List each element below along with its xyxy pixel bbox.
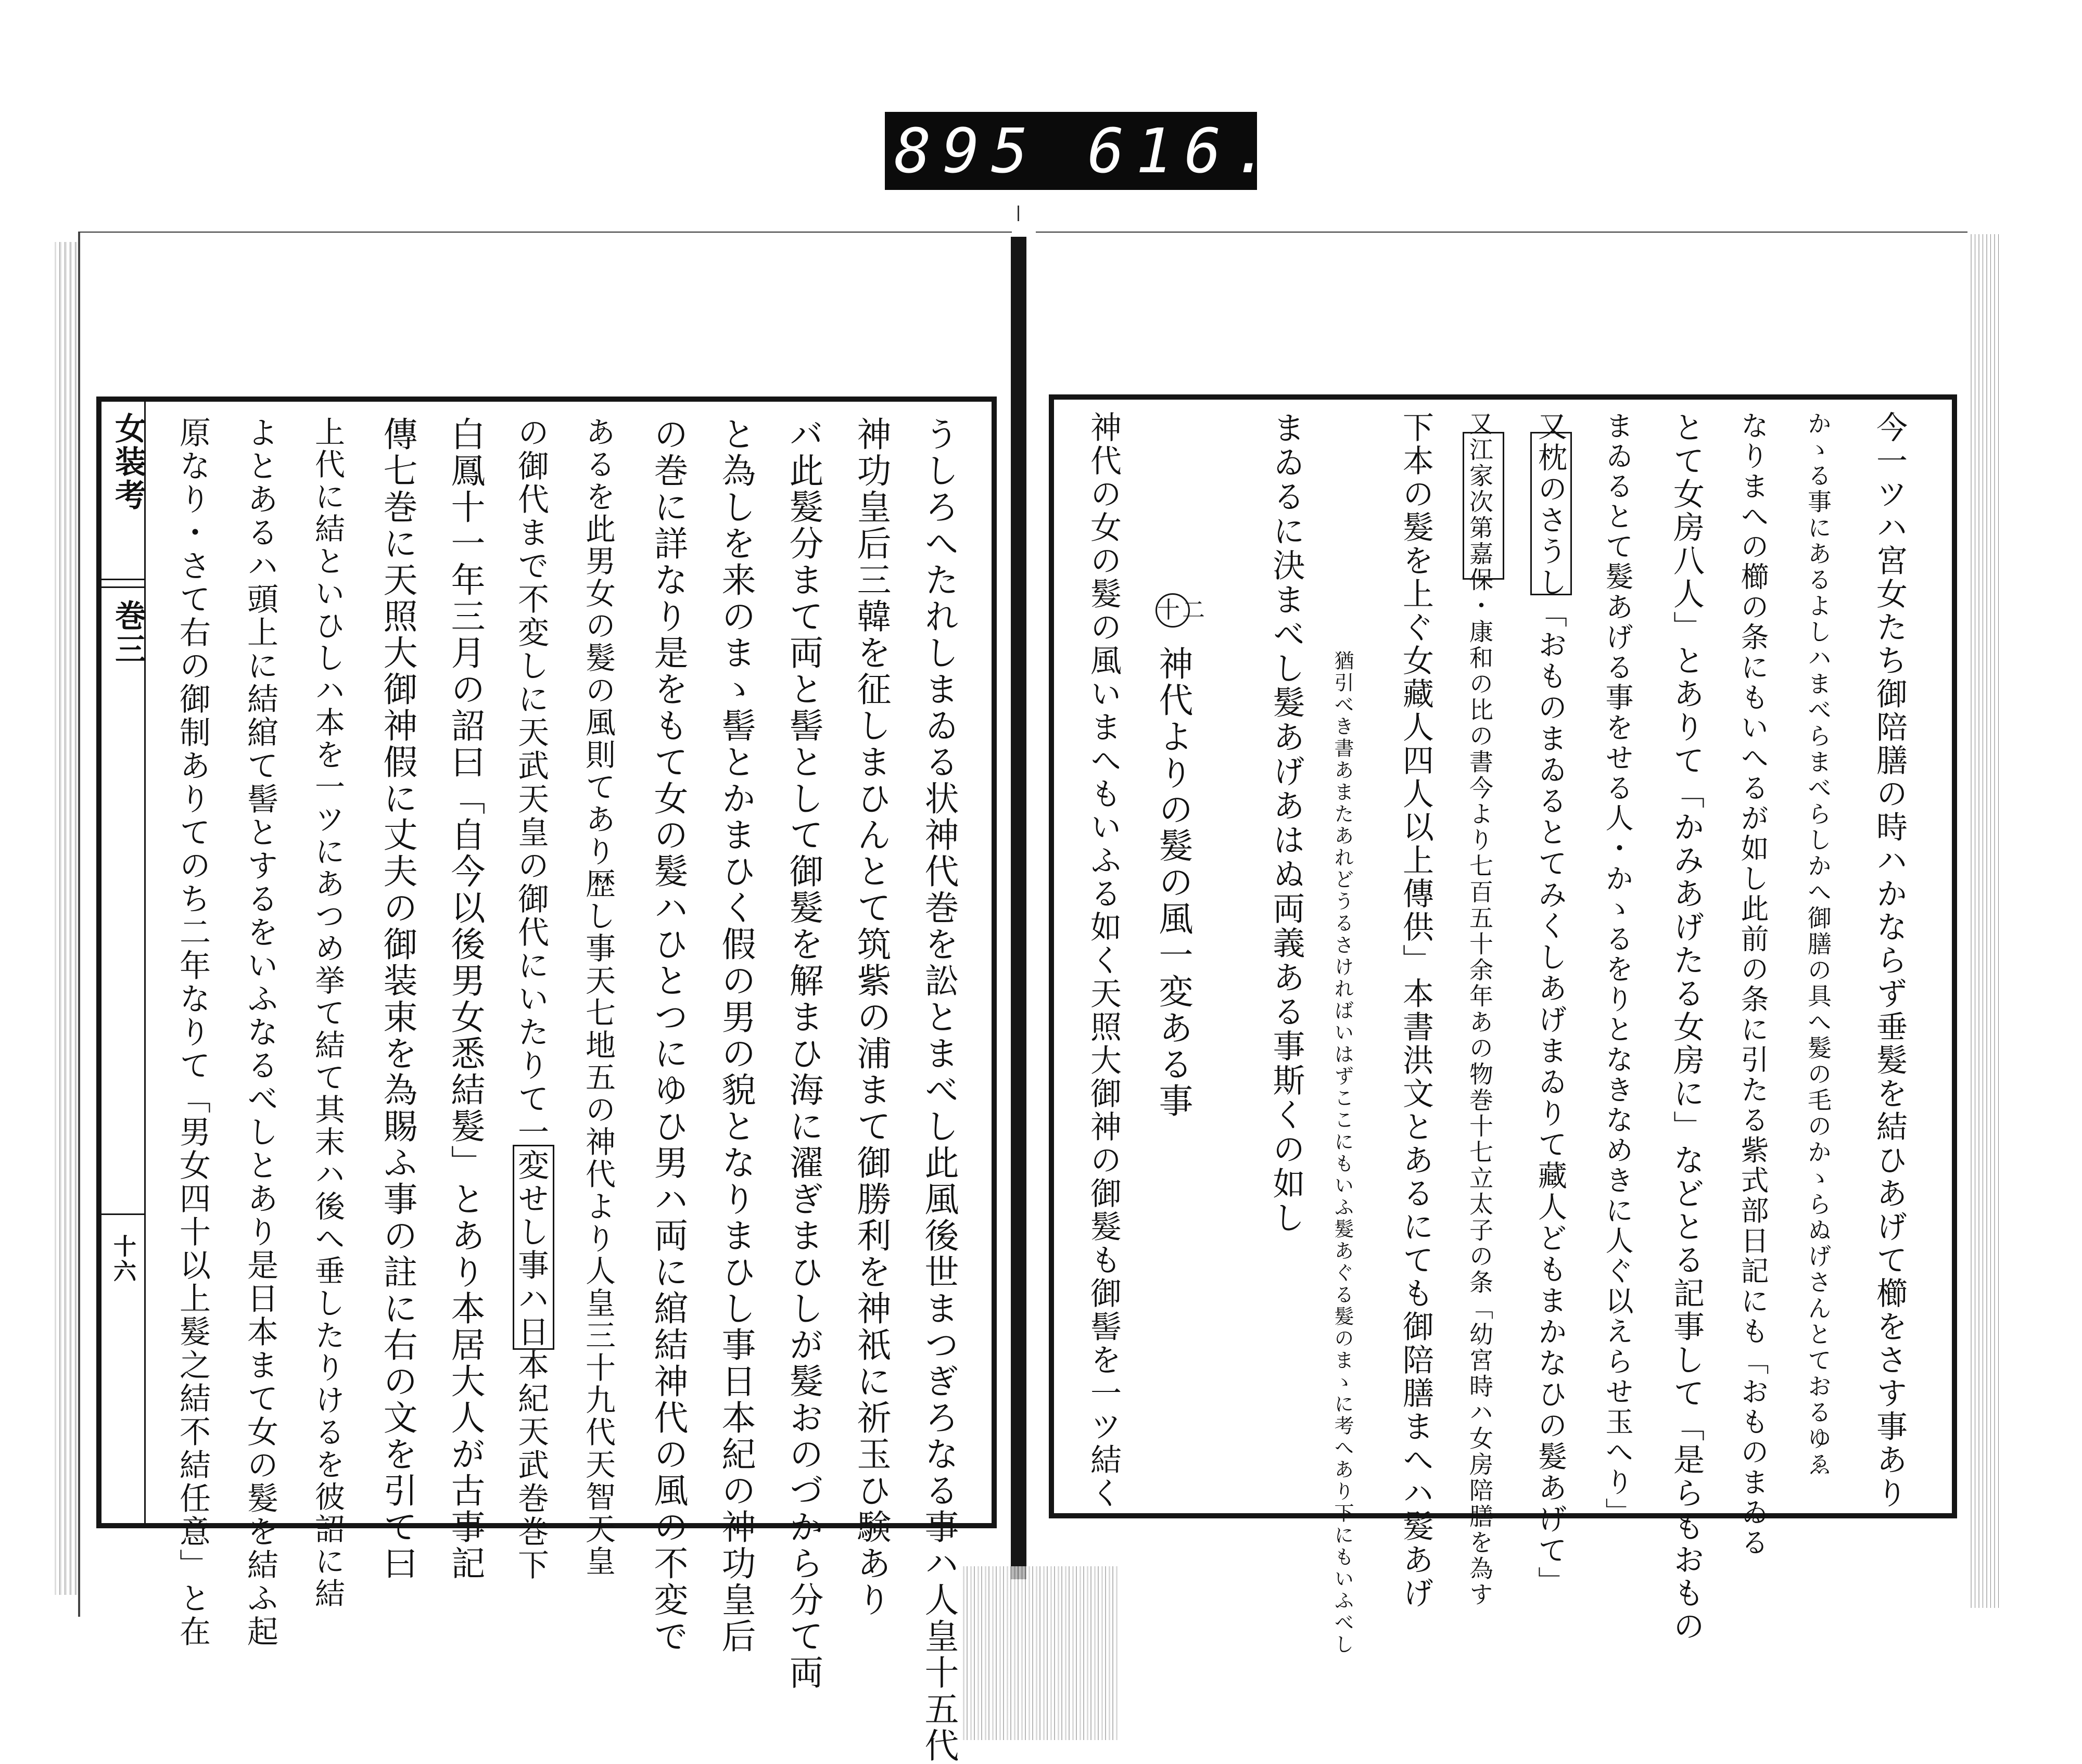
text-column: 下本の髮を上ぐ女藏人四人以上傳供」本書洪文とあるにても御陪膳まへハ髮あげ	[1398, 411, 1434, 1610]
center-tick	[1018, 206, 1019, 221]
left-page-edge	[55, 242, 81, 1595]
text-column: なりまへの櫛の条にもいへるが如し此前の条に引たる紫式部日記にも「おものまゐる	[1736, 411, 1769, 1558]
text-column: バ此髮分まて両と髻として御髮を解まひ海に濯ぎまひしが髮おのづから分て両	[783, 416, 823, 1691]
margin-column	[101, 402, 146, 1523]
boxed-term-goke	[1463, 432, 1504, 580]
margin-divider	[101, 579, 144, 580]
catalog-number-2: 616.	[1087, 115, 1281, 187]
text-column: 傳七巻に天照大御神假に丈夫の御装束を為賜ふ事の註に右の文を引て曰	[377, 416, 417, 1582]
volume-label: 巻三	[110, 599, 146, 666]
margin-divider	[101, 1213, 144, 1215]
catalog-number-1: 895	[894, 115, 1040, 187]
book-title: 女装考	[110, 412, 146, 512]
section-heading	[1153, 593, 1207, 1119]
text-column: 今一ツハ宮女たち御陪膳の時ハかならず垂髮を結ひあげて櫛をさす事あり	[1871, 411, 1908, 1510]
text-column: 神代の女の髮の風いまへもいふる如く天照大御神の御髮も御髻を一ツ結く	[1085, 411, 1122, 1510]
text-column: の巻に詳なり是をもて女の髮ハひとつにゆひ男ハ両に綰結神代の風の不変で	[648, 416, 688, 1655]
boxed-term-nihongi	[513, 1145, 554, 1350]
text-column: かゝる事にあるよしハまべらまべらしかへ御膳の具へ髮の毛のかゝらぬげさんとておるゆゑ	[1804, 411, 1832, 1478]
text-column: とて女房八人」とありて「かみあげたる女房に」などとる記事して「是らもおもの	[1668, 411, 1705, 1643]
text-column: まゐるとて髮あげる事をせる人・かゝるをりとなきなめきに人ぐ以えらせ玉へり」	[1601, 411, 1634, 1528]
text-column: まゐるに決まべし髮あげあはぬ両義ある事斯くの如し	[1267, 411, 1305, 1235]
text-column: 白鳳十一年三月の詔曰「自今以後男女悉結髮」とあり本居大人が古事記	[445, 416, 485, 1582]
note-column: 猶引べき書あまたあれどうるさければいはずここにもいふ髮あぐる髮のまゝに考へあり下にもいふべし	[1331, 650, 1354, 1656]
text-column: あるを此男女の髮の風則てあり歴し事天七地五の神代より人皇三十九代天智天皇	[580, 416, 616, 1578]
catalog-label	[885, 112, 1281, 190]
section-number-mark: 十二	[1156, 593, 1190, 628]
text-column: 神功皇后三韓を征しまひんとて筑紫の浦まて御勝利を神祇に祈玉ひ験あり	[851, 416, 891, 1618]
boxed-term-makura	[1530, 432, 1572, 595]
text-column: よとあるハ頭上に結綰て髻とするをいふなるべしとあり是日本まて女の髮を結ふ起	[242, 416, 278, 1648]
margin-divider	[101, 586, 144, 588]
book-gutter	[1011, 237, 1026, 1579]
text-column: 又江家次第嘉保・康和の比の書今より七百五十余年あの物巻十七立太子の条「幼宮時ハ女房陪膳を為す	[1466, 411, 1494, 1608]
gutter-shadow	[963, 1566, 1119, 1740]
folio-number: 十六	[109, 1234, 136, 1284]
section-heading-text: 神代よりの髮の風一変ある事	[1153, 645, 1193, 1119]
text-column: うしろへたれしまゐる状神代巻を訟とまべし此風後世まつぎろなる事ハ人皇十五代	[919, 416, 959, 1764]
text-column: 又枕のさうし「おものまゐるとてみくしあげまゐりて藏人どもまかなひの髮あげて」	[1533, 411, 1567, 1597]
text-column: の御代まで不変しに天武天皇の御代にいたりて一変せし事ハ日本紀天武巻巻下	[513, 416, 549, 1582]
text-column: 原なり・さて右の御制ありてのち二年なりて「男女四十以上髮之結不結任意」と在	[174, 416, 211, 1648]
text-column: 上代に結といひしハ本を一ツにあつめ挙て結て其末ハ後へ垂したりけるを彼詔に結	[310, 416, 345, 1610]
text-column: と為しを来のまゝ髻とかまひく假の男の貌となりまひし事日本紀の神功皇后	[716, 416, 756, 1655]
